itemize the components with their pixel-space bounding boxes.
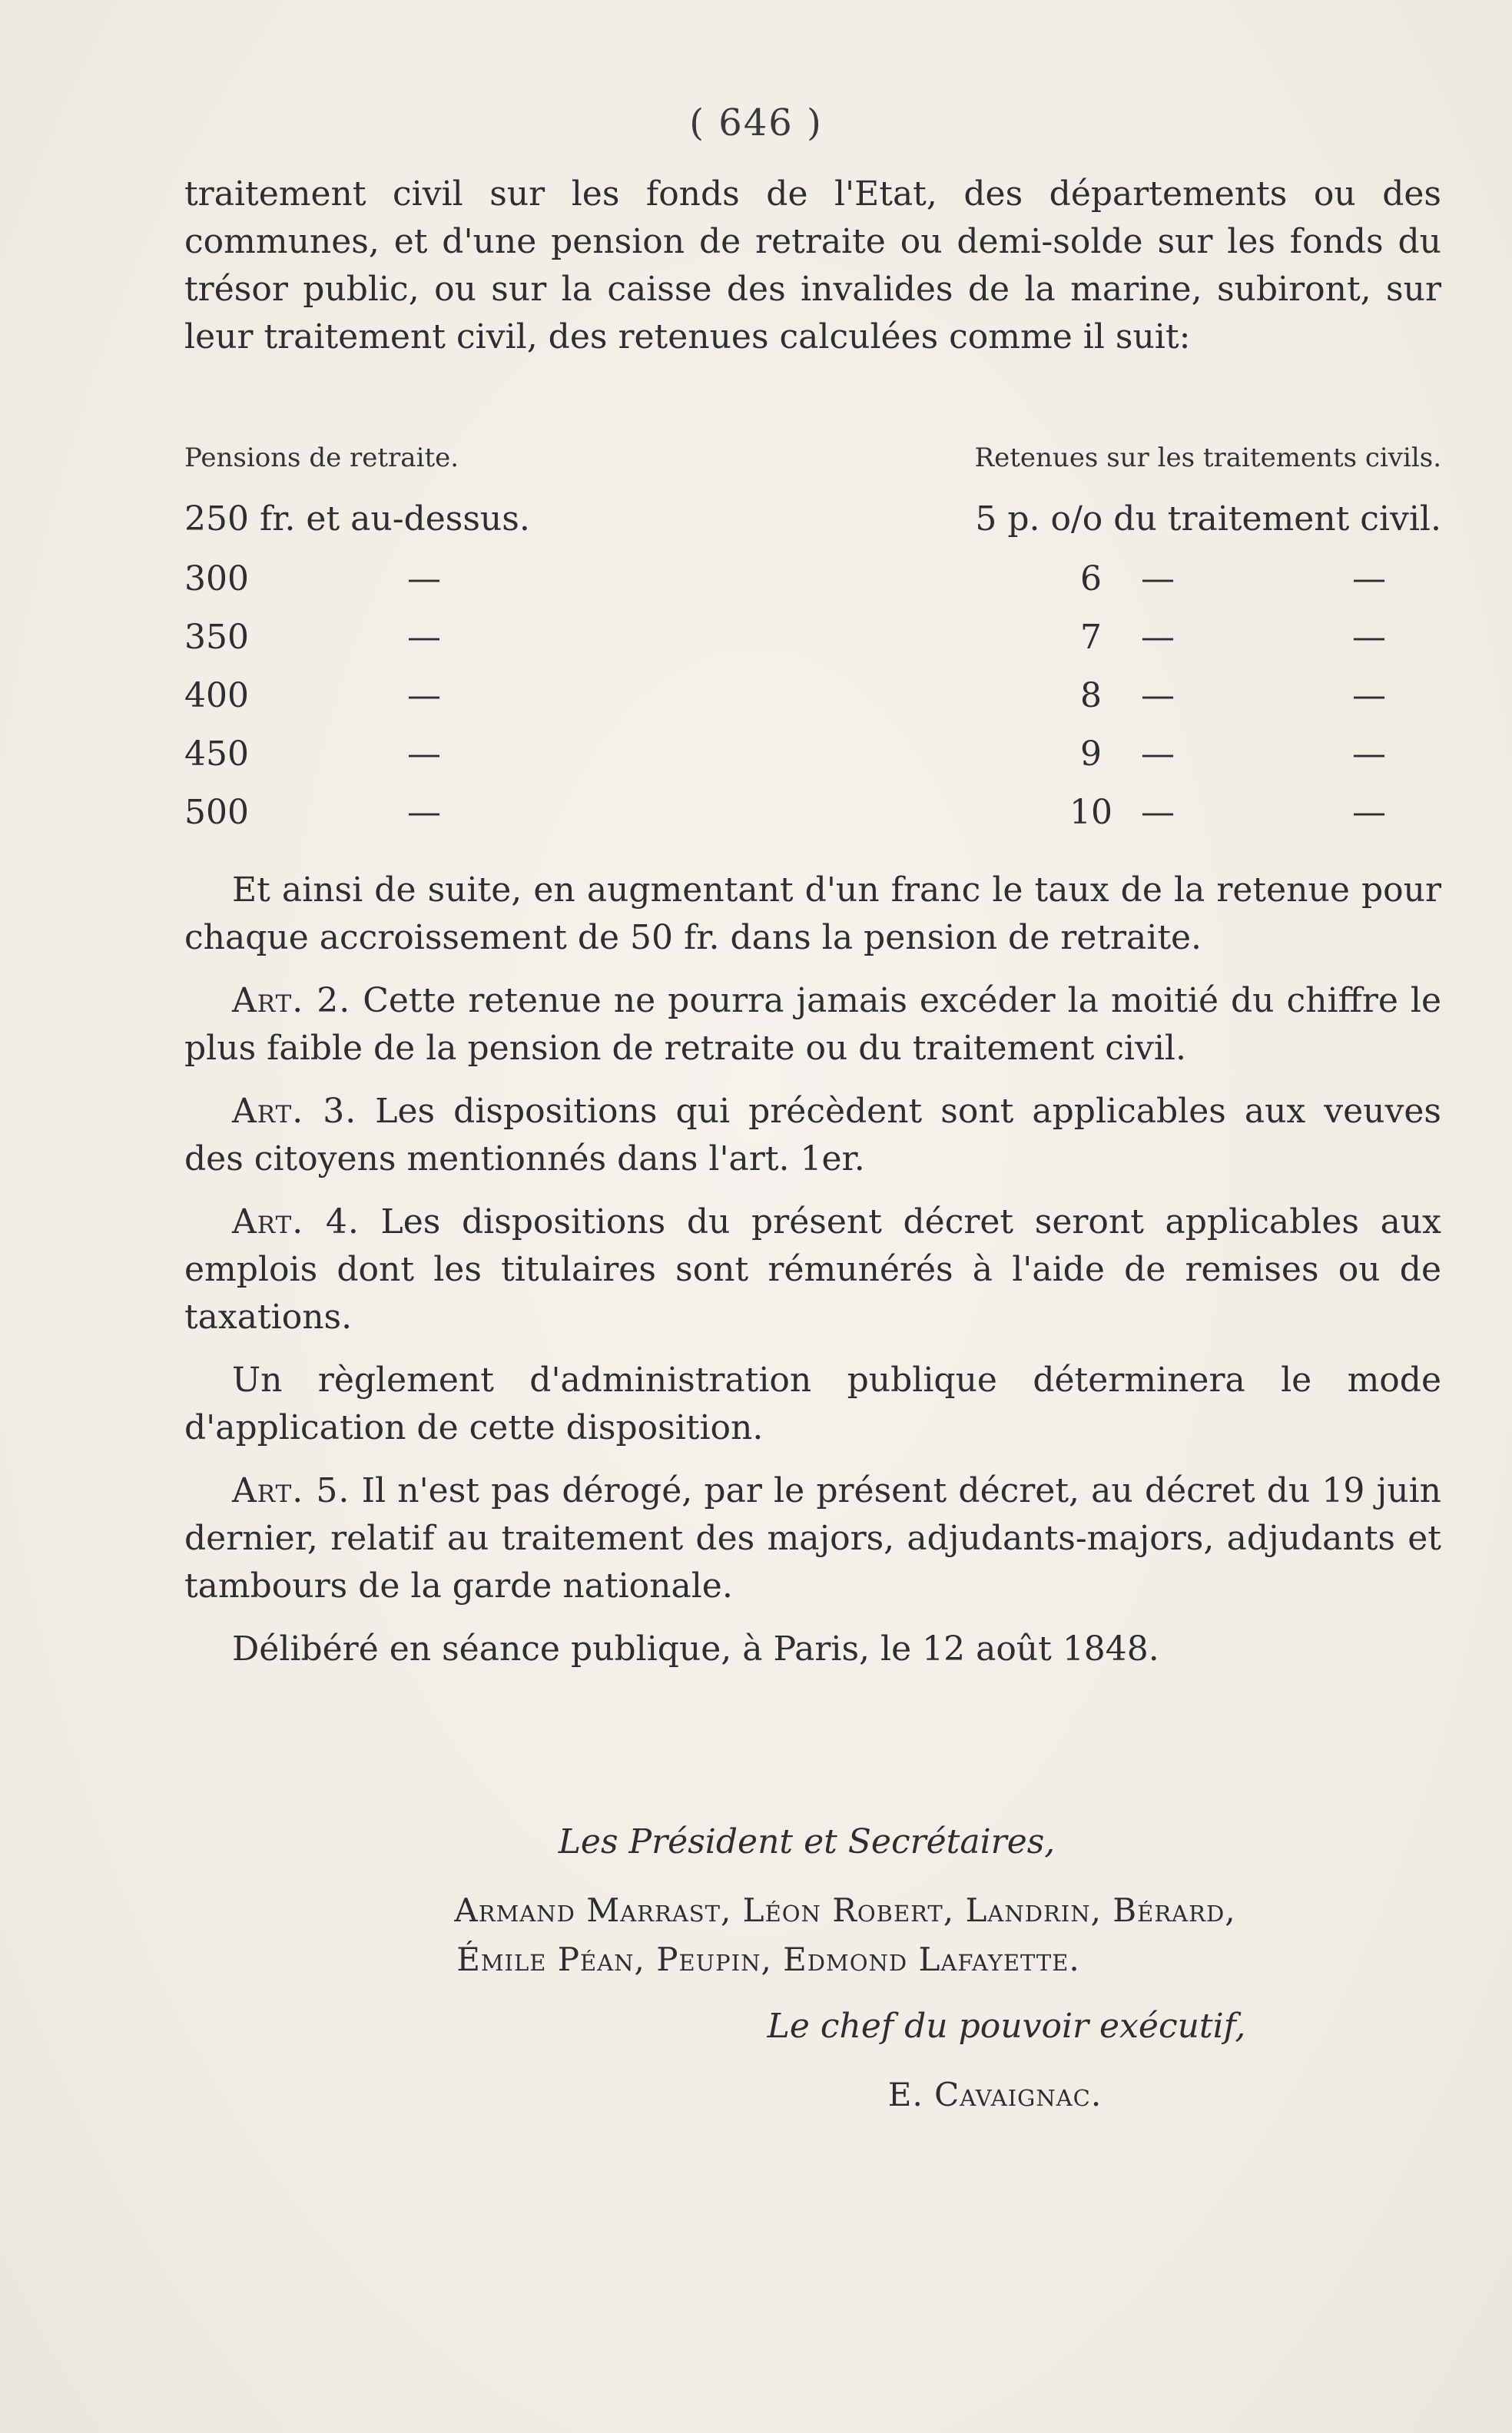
article-label: Art. 2.	[232, 981, 351, 1020]
paragraph-delibere: Délibéré en séance publique, à Paris, le 12 août 1848.	[232, 1629, 1159, 1669]
table-row	[184, 793, 1441, 847]
signature-cavaignac: E. Cavaignac.	[887, 2076, 1102, 2113]
table-cell-dash: —	[1352, 676, 1386, 715]
signature-names-line2: Émile Péan, Peupin, Edmond Lafayette.	[456, 1941, 1080, 1978]
body-paragraphs	[184, 867, 1441, 1673]
table-row	[184, 676, 1441, 730]
table-cell-dash: —	[407, 559, 441, 598]
table-cell-dash: —	[1141, 618, 1175, 657]
table-cell-pension: 400	[184, 676, 249, 715]
table-row	[184, 618, 1441, 671]
signature-title-chef: Le chef du pouvoir exécutif,	[767, 2007, 1246, 2046]
article-label: Art. 5.	[232, 1471, 350, 1510]
article-label: Art. 4.	[232, 1202, 360, 1241]
table-cell-dash: —	[1141, 734, 1175, 774]
table-row	[184, 559, 1441, 613]
article-text: Cette retenue ne pourra jamais excéder la moitié du chiffre le plus faible de la pension de retraite ou du traitement civil.	[184, 981, 1441, 1068]
table-header-retenues: Retenues sur les traitements civils.	[974, 443, 1441, 473]
signature-names-line1: Armand Marrast, Léon Robert, Landrin, Bérard,	[454, 1891, 1236, 1929]
table-cell-retenue: 5 p. o/o du traitement civil.	[975, 499, 1441, 539]
table-cell-pension: 250 fr. et au-dessus.	[184, 499, 530, 539]
table-cell-dash: —	[1141, 559, 1175, 598]
table-cell-dash: —	[407, 618, 441, 657]
article-text: Les dispositions du présent décret seront applicables aux emplois dont les titulaires sont rémunérés à l'aide de remises ou de taxations.	[184, 1202, 1441, 1337]
intro-text: traitement civil sur les fonds de l'Etat, des départements ou des communes, et d'une pension de retraite ou demi-solde sur les fonds du trésor public, ou sur la caisse des invalides de la marine, subiront, sur leur traitement civil, des retenues calculées comme il suit:	[184, 174, 1441, 356]
table-cell-dash: —	[407, 676, 441, 715]
table-cell-retenue: 9	[1080, 734, 1102, 774]
paragraph-art3	[184, 1088, 1441, 1183]
table-cell-pension: 450	[184, 734, 249, 774]
table-cell-pension: 350	[184, 618, 249, 657]
paragraph-art4	[184, 1198, 1441, 1341]
table-cell-retenue: 8	[1080, 676, 1102, 715]
table-row	[184, 734, 1441, 788]
table-cell-dash: —	[1352, 618, 1386, 657]
signature-title-presidents: Les Président et Secrétaires,	[558, 1822, 1056, 1861]
page-number: ( 646 )	[689, 101, 823, 144]
table-cell-retenue: 7	[1080, 618, 1102, 657]
table-cell-dash: —	[1352, 793, 1386, 832]
paragraph-suite: Et ainsi de suite, en augmentant d'un franc le taux de la retenue pour chaque accroissement de 50 fr. dans la pension de retraite.	[184, 870, 1441, 957]
intro-paragraph	[184, 171, 1441, 361]
table-header-pensions: Pensions de retraite.	[184, 443, 459, 473]
table-cell-dash: —	[1352, 559, 1386, 598]
table-cell-dash: —	[407, 734, 441, 774]
table-cell-dash: —	[407, 793, 441, 832]
table-cell-pension: 500	[184, 793, 249, 832]
article-label: Art. 3.	[232, 1092, 357, 1131]
table-cell-retenue: 10	[1069, 793, 1112, 832]
table-cell-dash: —	[1352, 734, 1386, 774]
article-text: Les dispositions qui précèdent sont applicables aux veuves des citoyens mentionnés dans l'art. 1er.	[184, 1092, 1441, 1178]
table-row-first	[184, 499, 1441, 553]
article-text: Il n'est pas dérogé, par le présent décret, au décret du 19 juin dernier, relatif au traitement des majors, adjudants-majors, adjudants et tambours de la garde nationale.	[184, 1471, 1441, 1606]
paragraph-reglement: Un règlement d'administration publique déterminera le mode d'application de cette disposition.	[184, 1361, 1441, 1447]
paragraph-art2	[184, 977, 1441, 1072]
paragraph-art5	[184, 1467, 1441, 1610]
table-cell-dash: —	[1141, 793, 1175, 832]
table-cell-pension: 300	[184, 559, 249, 598]
table-cell-retenue: 6	[1080, 559, 1102, 598]
table-cell-dash: —	[1141, 676, 1175, 715]
